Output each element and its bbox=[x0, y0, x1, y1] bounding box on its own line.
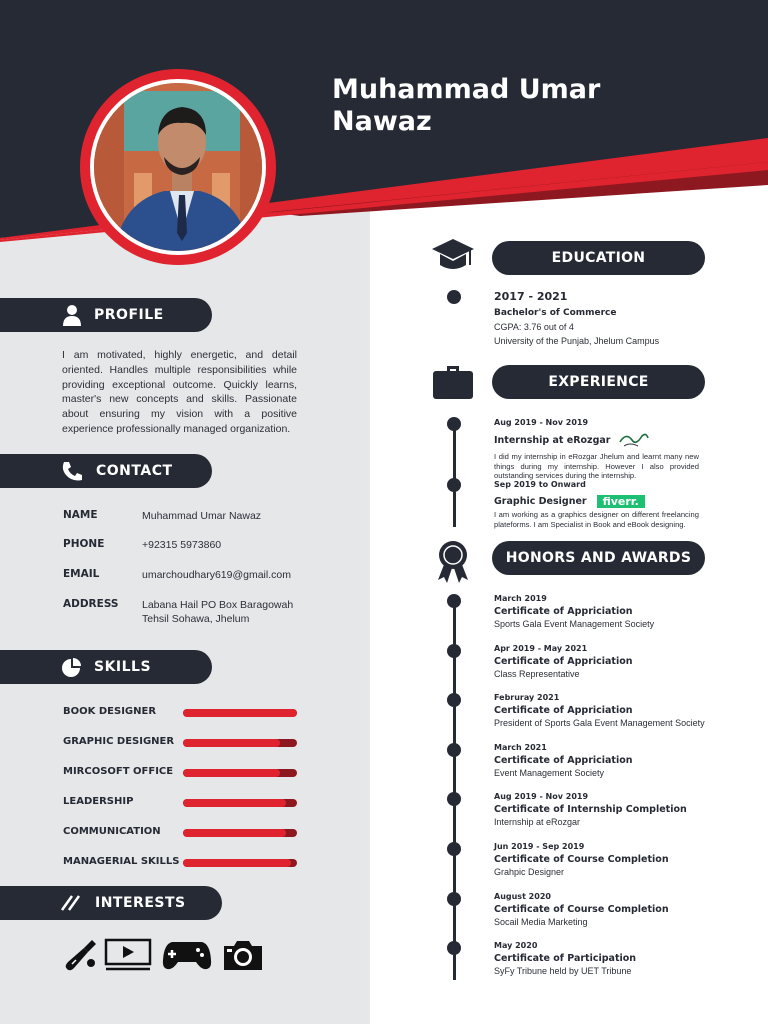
skill-name: MIRCOSOFT OFFICE bbox=[63, 766, 174, 777]
experience-date: Aug 2019 - Nov 2019 bbox=[494, 418, 589, 427]
skill-name: MANAGERIAL SKILLS bbox=[63, 856, 180, 867]
experience-title: Internship at eRozgar bbox=[494, 434, 611, 446]
skill-bar bbox=[183, 769, 297, 777]
experience-title: Graphic Designer bbox=[494, 496, 587, 507]
award-entry bbox=[494, 892, 724, 927]
skill-bar-fill bbox=[183, 739, 280, 747]
skill-bar-fill bbox=[183, 769, 280, 777]
award-title: Certificate of Appriciation bbox=[494, 754, 633, 766]
experience-description: I am working as a graphics designer on different freelancing plateforms. I am Specialist in Book and eBook designing. bbox=[494, 510, 699, 529]
experience-entry bbox=[494, 418, 699, 481]
award-organization: Sports Gala Event Management Society bbox=[494, 619, 655, 629]
timeline-dot bbox=[447, 417, 461, 431]
award-organization: Grahpic Designer bbox=[494, 867, 565, 877]
experience-description: I did my internship in eRozgar Jhelum and learnt many new things during my internship. However I also provided outstanding services during the internship. bbox=[494, 452, 699, 481]
award-organization: Internship at eRozgar bbox=[494, 817, 581, 828]
award-organization: SyFy Tribune held by UET Tribune bbox=[494, 966, 632, 977]
skills-heading: SKILLS bbox=[94, 659, 152, 675]
award-entry bbox=[494, 594, 724, 629]
skill-row bbox=[63, 796, 303, 810]
name-line-1: Muhammad Umar bbox=[332, 74, 601, 105]
skill-bar bbox=[183, 799, 297, 807]
skill-bar bbox=[183, 739, 297, 747]
skill-row bbox=[63, 826, 303, 840]
erozgar-logo bbox=[616, 430, 648, 450]
video-player-icon bbox=[104, 938, 152, 977]
timeline-dot bbox=[447, 644, 461, 658]
honors-heading: HONORS AND AWARDS bbox=[492, 541, 705, 575]
award-entry bbox=[494, 644, 724, 679]
award-entry bbox=[494, 743, 724, 778]
skill-bar bbox=[183, 829, 297, 837]
contact-value: +92315 5973860 bbox=[142, 539, 222, 551]
candidate-name bbox=[332, 74, 600, 138]
contact-heading: CONTACT bbox=[96, 463, 173, 479]
experience-entry bbox=[494, 480, 699, 529]
interests-heading: INTERESTS bbox=[95, 895, 186, 911]
skill-bar-fill bbox=[183, 859, 291, 867]
pie-chart-icon bbox=[60, 656, 84, 678]
contact-heading-bar bbox=[0, 454, 212, 488]
experience-timeline-line bbox=[453, 425, 456, 527]
education-institution: University of the Punjab, Jhelum Campus bbox=[494, 336, 660, 346]
skill-bar bbox=[183, 709, 297, 717]
profile-heading-bar bbox=[0, 298, 212, 332]
skill-bar bbox=[183, 859, 297, 867]
briefcase-icon bbox=[432, 362, 474, 402]
skill-row bbox=[63, 766, 303, 780]
award-title: Certificate of Course Completion bbox=[494, 854, 669, 865]
experience-title-row bbox=[494, 430, 699, 450]
experience-date: Sep 2019 to Onward bbox=[494, 480, 586, 489]
award-entry bbox=[494, 693, 724, 728]
skill-bar-fill bbox=[183, 709, 297, 717]
award-date: March 2019 bbox=[494, 594, 547, 603]
award-title: Certificate of Appriciation bbox=[494, 705, 633, 717]
contact-key: ADDRESS bbox=[63, 598, 119, 610]
interest-icons bbox=[62, 938, 272, 974]
cricket-icon bbox=[64, 938, 98, 977]
award-title: Certificate of Course Completion bbox=[494, 903, 669, 915]
graduation-cap-icon bbox=[432, 237, 474, 277]
profile-photo bbox=[90, 79, 266, 255]
profile-heading: PROFILE bbox=[94, 307, 164, 323]
phone-icon bbox=[60, 460, 84, 482]
award-organization: Class Representative bbox=[494, 668, 580, 679]
award-date: Apr 2019 - May 2021 bbox=[494, 643, 588, 653]
contact-key: EMAIL bbox=[63, 568, 100, 580]
education-entry bbox=[494, 290, 724, 348]
skill-name: COMMUNICATION bbox=[63, 826, 161, 837]
award-organization: President of Sports Gala Event Management Society bbox=[494, 718, 705, 729]
award-date: Aug 2019 - Nov 2019 bbox=[494, 792, 589, 802]
timeline-dot bbox=[447, 478, 461, 492]
skill-row bbox=[63, 856, 303, 870]
award-entry bbox=[494, 842, 724, 877]
timeline-dot bbox=[447, 290, 461, 304]
gamepad-icon bbox=[162, 938, 212, 977]
skill-row bbox=[63, 706, 303, 720]
award-date: August 2020 bbox=[494, 891, 551, 901]
address-line-2: Tehsil Sohawa, Jhelum bbox=[142, 613, 250, 625]
address-line-1: Labana Hail PO Box Baragowah bbox=[142, 599, 294, 611]
medal-icon bbox=[432, 540, 474, 580]
timeline-dot bbox=[447, 892, 461, 906]
timeline-dot bbox=[447, 941, 461, 955]
award-title: Certificate of Appriciation bbox=[494, 606, 633, 617]
interests-heading-bar bbox=[0, 886, 222, 920]
education-cgpa: CGPA: 3.76 out of 4 bbox=[494, 322, 574, 332]
skill-name: BOOK DESIGNER bbox=[63, 706, 157, 717]
timeline-dot bbox=[447, 743, 461, 757]
skill-name: GRAPHIC DESIGNER bbox=[63, 736, 175, 747]
award-organization: Event Management Society bbox=[494, 767, 605, 778]
skill-bar-fill bbox=[183, 799, 286, 807]
award-organization: Socail Media Marketing bbox=[494, 916, 588, 927]
profile-summary: I am motivated, highly energetic, and detail oriented. Handles multiple responsibilities while providing exceptional outcome. Quickly learns, master's new concepts and skills. Passionate about ensuring my vision with a positive experience professionally managed organization. bbox=[62, 349, 297, 435]
camera-icon bbox=[222, 938, 264, 977]
award-date: Februray 2021 bbox=[494, 693, 560, 703]
contact-value bbox=[142, 598, 322, 626]
timeline-dot bbox=[447, 693, 461, 707]
contact-key: NAME bbox=[63, 509, 98, 521]
profile-photo-frame bbox=[80, 69, 276, 265]
experience-title-row bbox=[494, 495, 699, 508]
award-date: Jun 2019 - Sep 2019 bbox=[494, 842, 585, 851]
skill-bar-fill bbox=[183, 829, 286, 837]
timeline-dot bbox=[447, 842, 461, 856]
skills-heading-bar bbox=[0, 650, 212, 684]
education-degree: Bachelor's of Commerce bbox=[494, 308, 617, 318]
skill-name: LEADERSHIP bbox=[63, 796, 134, 807]
award-title: Certificate of Participation bbox=[494, 953, 637, 965]
education-heading: EDUCATION bbox=[492, 241, 705, 275]
award-date: May 2020 bbox=[494, 941, 538, 951]
award-title: Certificate of Appriciation bbox=[494, 655, 633, 667]
contact-key: PHONE bbox=[63, 538, 105, 550]
award-title: Certificate of Internship Completion bbox=[494, 804, 687, 816]
award-entry bbox=[494, 792, 724, 827]
experience-heading: EXPERIENCE bbox=[492, 365, 705, 399]
contact-value: Muhammad Umar Nawaz bbox=[142, 510, 262, 522]
timeline-dot bbox=[447, 792, 461, 806]
award-entry bbox=[494, 941, 724, 976]
education-years: 2017 - 2021 bbox=[494, 290, 568, 303]
name-line-2: Nawaz bbox=[332, 106, 432, 137]
fiverr-logo: fiverr. bbox=[597, 495, 645, 508]
slashes-icon bbox=[60, 892, 84, 914]
skill-row bbox=[63, 736, 303, 750]
person-icon bbox=[60, 304, 84, 326]
contact-value: umarchoudhary619@gmail.com bbox=[142, 569, 291, 581]
timeline-dot bbox=[447, 594, 461, 608]
award-date: March 2021 bbox=[494, 742, 547, 752]
